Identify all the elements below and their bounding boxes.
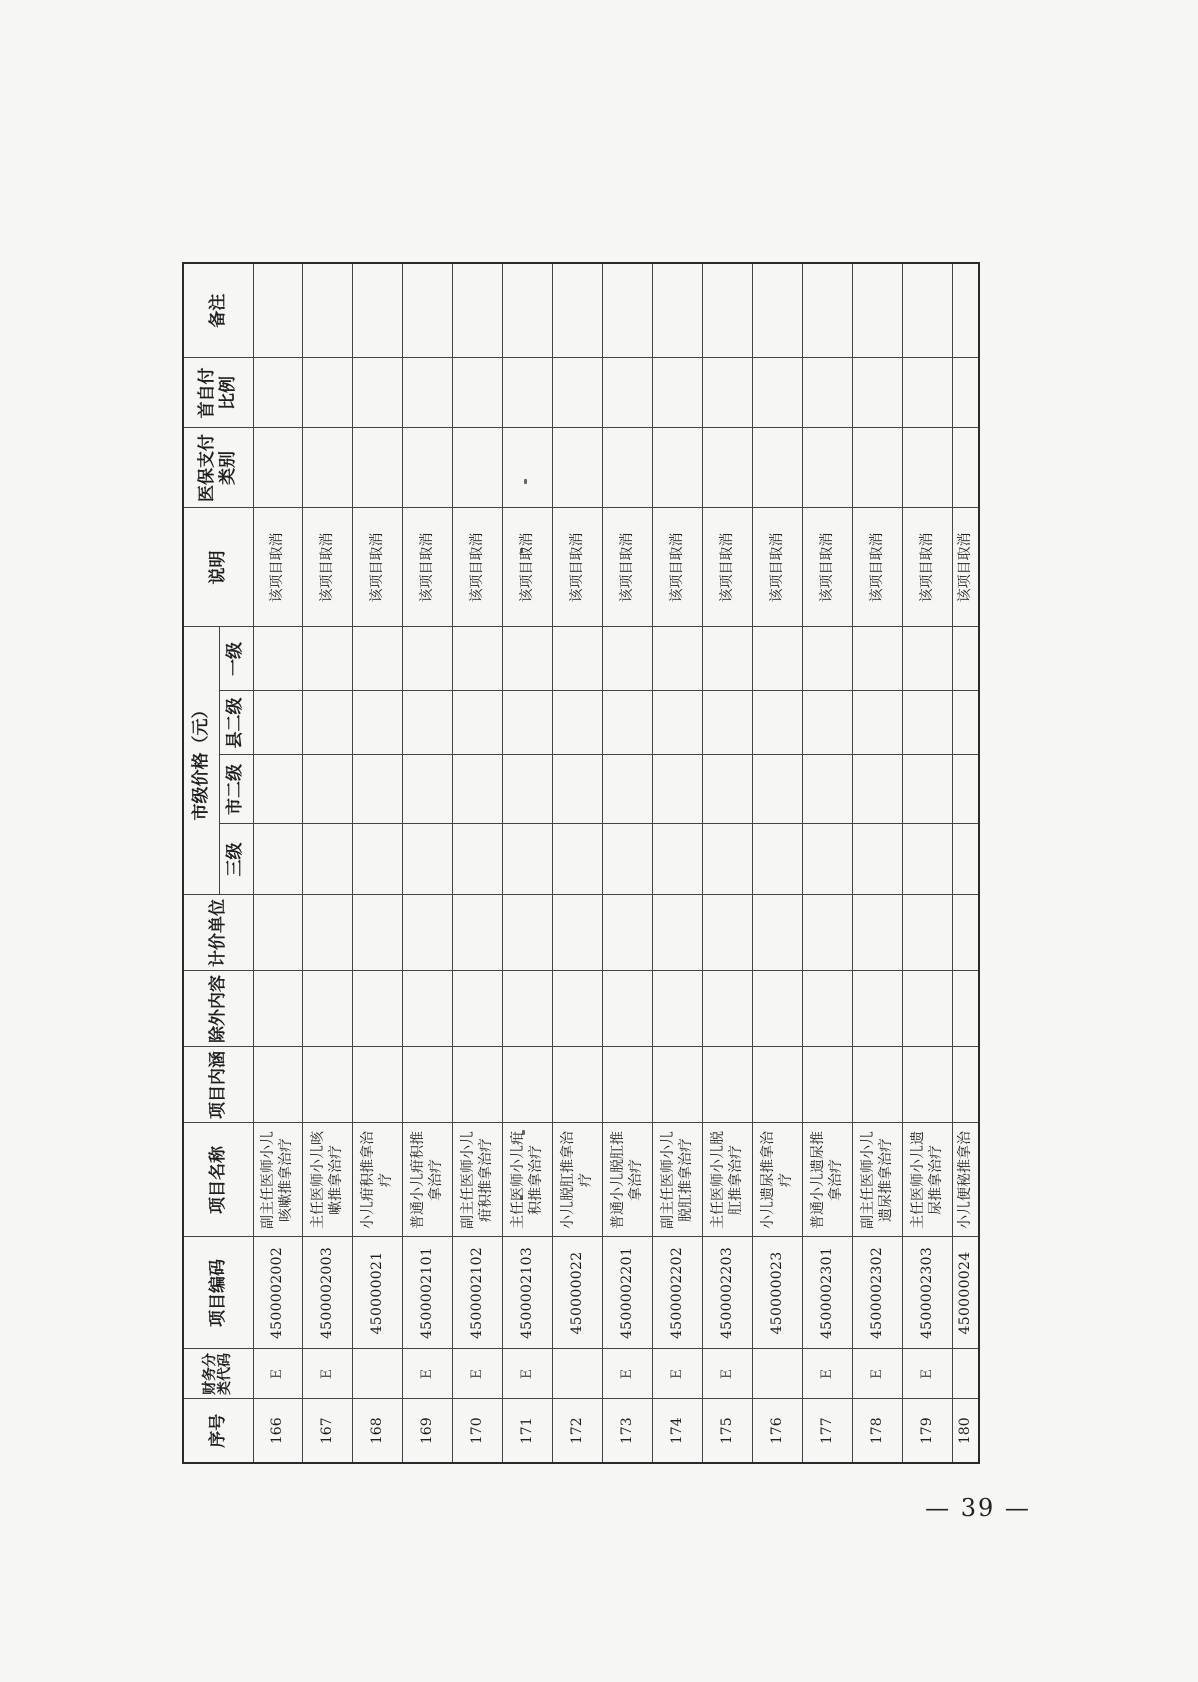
header-remark: 备注	[183, 263, 253, 358]
cell-desc: 该项目取消	[403, 508, 453, 627]
cell-desc: 该项目取消	[853, 508, 903, 627]
cell-unit	[653, 895, 703, 971]
cell-p2c	[403, 755, 453, 824]
cell-remark	[603, 263, 653, 358]
cell-remark	[303, 263, 353, 358]
table-row	[753, 263, 803, 1463]
cell-code: 4500002101	[403, 1237, 453, 1349]
cell-unit	[403, 895, 453, 971]
cell-desc: 该项目取消	[253, 508, 303, 627]
cell-content	[703, 1047, 753, 1123]
cell-code: 4500002002	[253, 1237, 303, 1349]
cell-remark	[403, 263, 453, 358]
cell-self	[403, 358, 453, 428]
table-row	[703, 263, 753, 1463]
cell-self	[253, 358, 303, 428]
cell-unit	[353, 895, 403, 971]
cell-p3	[803, 824, 853, 895]
cell-fin-code: E	[453, 1349, 503, 1399]
cell-self	[453, 358, 503, 428]
cell-name: 副主任医师小儿遗尿推拿治疗	[853, 1123, 903, 1237]
cell-content	[653, 1047, 703, 1123]
cell-unit	[903, 895, 953, 971]
cell-p2c	[453, 755, 503, 824]
cell-desc: 该项目取消	[453, 508, 503, 627]
cell-exclude	[803, 971, 853, 1047]
cell-code: 450000024	[953, 1237, 979, 1349]
cell-p1	[603, 627, 653, 691]
cell-p1	[803, 627, 853, 691]
cell-name: 主任医师小儿脱肛推拿治疗	[703, 1123, 753, 1237]
cell-remark	[253, 263, 303, 358]
cell-unit	[303, 895, 353, 971]
cell-desc: 该项目取消	[803, 508, 853, 627]
cell-content	[753, 1047, 803, 1123]
cell-name: 主任医师小儿遗尿推拿治疗	[903, 1123, 953, 1237]
cell-content	[603, 1047, 653, 1123]
cell-self	[703, 358, 753, 428]
cell-desc: 该项目取消	[653, 508, 703, 627]
cell-content	[553, 1047, 603, 1123]
cell-unit	[253, 895, 303, 971]
cell-fin-code: E	[503, 1349, 553, 1399]
cell-p1	[403, 627, 453, 691]
cell-code: 450000021	[353, 1237, 403, 1349]
cell-p2x	[403, 691, 453, 755]
cell-p1	[753, 627, 803, 691]
cell-exclude	[503, 971, 553, 1047]
cell-p2x	[453, 691, 503, 755]
cell-desc: 该项目取消	[603, 508, 653, 627]
cell-code: 4500002102	[453, 1237, 503, 1349]
price-table	[182, 262, 980, 1464]
cell-p3	[753, 824, 803, 895]
cell-ins	[403, 428, 453, 508]
cell-code: 450000022	[553, 1237, 603, 1349]
cell-exclude	[953, 971, 979, 1047]
cell-self	[353, 358, 403, 428]
cell-fin-code	[353, 1349, 403, 1399]
cell-fin-code: E	[303, 1349, 353, 1399]
cell-fin-code	[753, 1349, 803, 1399]
cell-code: 4500002003	[303, 1237, 353, 1349]
header-desc: 说明	[183, 508, 253, 627]
cell-p3	[653, 824, 703, 895]
cell-desc: 该项目取消	[503, 508, 553, 627]
cell-name: 副主任医师小儿咳嗽推拿治疗	[253, 1123, 303, 1237]
cell-name: 副主任医师小儿脱肛推拿治疗	[653, 1123, 703, 1237]
table-row	[803, 263, 853, 1463]
cell-p2c	[603, 755, 653, 824]
cell-ins	[653, 428, 703, 508]
cell-fin-code: E	[403, 1349, 453, 1399]
cell-fin-code	[953, 1349, 979, 1399]
cell-ins	[853, 428, 903, 508]
cell-seq: 167	[303, 1399, 353, 1463]
cell-exclude	[753, 971, 803, 1047]
header-price-county-2: 县二级	[219, 691, 253, 755]
cell-unit	[603, 895, 653, 971]
table-row	[253, 263, 303, 1463]
table-row	[953, 263, 979, 1463]
header-unit: 计价单位	[183, 895, 253, 971]
table-row	[603, 263, 653, 1463]
cell-seq: 177	[803, 1399, 853, 1463]
cell-ins	[503, 428, 553, 508]
cell-p3	[403, 824, 453, 895]
cell-p1	[353, 627, 403, 691]
cell-p2x	[553, 691, 603, 755]
cell-desc: 该项目取消	[753, 508, 803, 627]
table-row	[553, 263, 603, 1463]
cell-content	[403, 1047, 453, 1123]
cell-unit	[553, 895, 603, 971]
header-exclude: 除外内容	[183, 971, 253, 1047]
header-insurance: 医保支付类别	[183, 428, 253, 508]
cell-desc: 该项目取消	[953, 508, 979, 627]
cell-remark	[903, 263, 953, 358]
cell-p2c	[253, 755, 303, 824]
header-content: 项目内涵	[183, 1047, 253, 1123]
cell-ins	[253, 428, 303, 508]
cell-seq: 166	[253, 1399, 303, 1463]
cell-name: 小儿脱肛推拿治疗	[553, 1123, 603, 1237]
cell-desc: 该项目取消	[703, 508, 753, 627]
cell-p3	[453, 824, 503, 895]
cell-p2x	[353, 691, 403, 755]
cell-code: 4500002302	[853, 1237, 903, 1349]
cell-p2c	[353, 755, 403, 824]
cell-desc: 该项目取消	[553, 508, 603, 627]
cell-unit	[703, 895, 753, 971]
cell-content	[953, 1047, 979, 1123]
cell-fin-code	[553, 1349, 603, 1399]
cell-seq: 174	[653, 1399, 703, 1463]
table-row	[503, 263, 553, 1463]
cell-fin-code: E	[703, 1349, 753, 1399]
cell-unit	[503, 895, 553, 971]
cell-fin-code: E	[903, 1349, 953, 1399]
table-row	[853, 263, 903, 1463]
cell-p2c	[753, 755, 803, 824]
table-row	[403, 263, 453, 1463]
cell-self	[953, 358, 979, 428]
cell-self	[853, 358, 903, 428]
cell-p1	[253, 627, 303, 691]
cell-p3	[703, 824, 753, 895]
cell-code: 4500002201	[603, 1237, 653, 1349]
cell-code: 4500002103	[503, 1237, 553, 1349]
cell-p2c	[853, 755, 903, 824]
table-row	[903, 263, 953, 1463]
cell-exclude	[553, 971, 603, 1047]
cell-self	[503, 358, 553, 428]
cell-name: 普通小儿脱肛推拿治疗	[603, 1123, 653, 1237]
cell-exclude	[403, 971, 453, 1047]
cell-p2c	[703, 755, 753, 824]
page-number: — 39 —	[925, 1494, 1031, 1522]
cell-self	[603, 358, 653, 428]
cell-p2x	[903, 691, 953, 755]
cell-p2c	[953, 755, 979, 824]
cell-self	[653, 358, 703, 428]
cell-desc: 该项目取消	[353, 508, 403, 627]
cell-p3	[553, 824, 603, 895]
cell-seq: 179	[903, 1399, 953, 1463]
cell-p2x	[653, 691, 703, 755]
cell-unit	[853, 895, 903, 971]
table-row	[453, 263, 503, 1463]
cell-exclude	[603, 971, 653, 1047]
cell-p2c	[803, 755, 853, 824]
cell-ins	[703, 428, 753, 508]
cell-code: 450000023	[753, 1237, 803, 1349]
cell-content	[903, 1047, 953, 1123]
cell-unit	[453, 895, 503, 971]
cell-p2x	[503, 691, 553, 755]
cell-p2x	[253, 691, 303, 755]
cell-ins	[553, 428, 603, 508]
cell-seq: 171	[503, 1399, 553, 1463]
cell-content	[453, 1047, 503, 1123]
cell-seq: 178	[853, 1399, 903, 1463]
cell-desc: 该项目取消	[303, 508, 353, 627]
table-header	[183, 263, 253, 1463]
cell-p2x	[803, 691, 853, 755]
cell-p3	[303, 824, 353, 895]
cell-exclude	[903, 971, 953, 1047]
cell-name: 普通小儿疳积推拿治疗	[403, 1123, 453, 1237]
cell-p2c	[303, 755, 353, 824]
cell-exclude	[253, 971, 303, 1047]
cell-seq: 172	[553, 1399, 603, 1463]
cell-self	[553, 358, 603, 428]
header-selfpay: 首自付比例	[183, 358, 253, 428]
cell-exclude	[703, 971, 753, 1047]
cell-p3	[853, 824, 903, 895]
header-price-level-1: 一级	[219, 627, 253, 691]
cell-seq: 169	[403, 1399, 453, 1463]
cell-seq: 180	[953, 1399, 979, 1463]
header-fin-code: 财务分类代码	[183, 1349, 253, 1399]
header-code: 项目编码	[183, 1237, 253, 1349]
cell-remark	[803, 263, 853, 358]
header-name: 项目名称	[183, 1123, 253, 1237]
cell-ins	[603, 428, 653, 508]
cell-p2x	[703, 691, 753, 755]
cell-unit	[803, 895, 853, 971]
cell-p1	[653, 627, 703, 691]
cell-seq: 168	[353, 1399, 403, 1463]
cell-remark	[503, 263, 553, 358]
cell-content	[353, 1047, 403, 1123]
table-row	[353, 263, 403, 1463]
cell-ins	[353, 428, 403, 508]
cell-ins	[903, 428, 953, 508]
cell-ins	[453, 428, 503, 508]
cell-seq: 170	[453, 1399, 503, 1463]
cell-name: 主任医师小儿疳积推拿治疗	[503, 1123, 553, 1237]
table-body	[253, 263, 979, 1463]
cell-content	[853, 1047, 903, 1123]
cell-self	[303, 358, 353, 428]
cell-name: 小儿疳积推拿治疗	[353, 1123, 403, 1237]
cell-name: 普通小儿遗尿推拿治疗	[803, 1123, 853, 1237]
cell-name: 小儿遗尿推拿治疗	[753, 1123, 803, 1237]
cell-remark	[953, 263, 979, 358]
cell-p2c	[903, 755, 953, 824]
cell-self	[803, 358, 853, 428]
cell-p2c	[653, 755, 703, 824]
cell-fin-code: E	[853, 1349, 903, 1399]
cell-ins	[803, 428, 853, 508]
cell-self	[903, 358, 953, 428]
cell-ins	[753, 428, 803, 508]
cell-remark	[753, 263, 803, 358]
cell-code: 4500002303	[903, 1237, 953, 1349]
cell-code: 4500002202	[653, 1237, 703, 1349]
cell-content	[503, 1047, 553, 1123]
cell-code: 4500002203	[703, 1237, 753, 1349]
cell-p3	[253, 824, 303, 895]
cell-remark	[703, 263, 753, 358]
cell-name: 小儿便秘推拿治	[953, 1123, 979, 1237]
cell-p1	[303, 627, 353, 691]
header-seq: 序号	[183, 1399, 253, 1463]
cell-code: 4500002301	[803, 1237, 853, 1349]
cell-exclude	[653, 971, 703, 1047]
cell-p3	[953, 824, 979, 895]
cell-fin-code: E	[603, 1349, 653, 1399]
cell-p2x	[303, 691, 353, 755]
cell-p2c	[503, 755, 553, 824]
cell-seq: 175	[703, 1399, 753, 1463]
cell-p3	[603, 824, 653, 895]
cell-remark	[853, 263, 903, 358]
cell-p1	[903, 627, 953, 691]
cell-p1	[553, 627, 603, 691]
cell-exclude	[853, 971, 903, 1047]
cell-unit	[753, 895, 803, 971]
cell-remark	[453, 263, 503, 358]
cell-content	[303, 1047, 353, 1123]
cell-fin-code: E	[803, 1349, 853, 1399]
header-price-level-3: 三级	[219, 824, 253, 895]
cell-unit	[953, 895, 979, 971]
cell-exclude	[303, 971, 353, 1047]
cell-p2x	[753, 691, 803, 755]
price-table-sheet	[182, 264, 980, 1464]
cell-p1	[953, 627, 979, 691]
cell-content	[253, 1047, 303, 1123]
cell-desc: 该项目取消	[903, 508, 953, 627]
cell-self	[753, 358, 803, 428]
cell-fin-code: E	[253, 1349, 303, 1399]
header-price-city-2: 市二级	[219, 755, 253, 824]
cell-p2x	[853, 691, 903, 755]
cell-seq: 176	[753, 1399, 803, 1463]
cell-p3	[353, 824, 403, 895]
cell-remark	[353, 263, 403, 358]
cell-p2x	[603, 691, 653, 755]
cell-remark	[553, 263, 603, 358]
table-row	[653, 263, 703, 1463]
cell-content	[803, 1047, 853, 1123]
cell-p1	[453, 627, 503, 691]
cell-p2x	[953, 691, 979, 755]
cell-exclude	[353, 971, 403, 1047]
cell-seq: 173	[603, 1399, 653, 1463]
table-row	[303, 263, 353, 1463]
cell-name: 副主任医师小儿疳积推拿治疗	[453, 1123, 503, 1237]
cell-p2c	[553, 755, 603, 824]
cell-p3	[903, 824, 953, 895]
cell-p1	[853, 627, 903, 691]
cell-remark	[653, 263, 703, 358]
cell-fin-code: E	[653, 1349, 703, 1399]
cell-ins	[303, 428, 353, 508]
cell-name: 主任医师小儿咳嗽推拿治疗	[303, 1123, 353, 1237]
cell-exclude	[453, 971, 503, 1047]
cell-p3	[503, 824, 553, 895]
cell-p1	[703, 627, 753, 691]
header-price-group: 市级价格（元）	[183, 627, 219, 895]
cell-ins	[953, 428, 979, 508]
cell-p1	[503, 627, 553, 691]
